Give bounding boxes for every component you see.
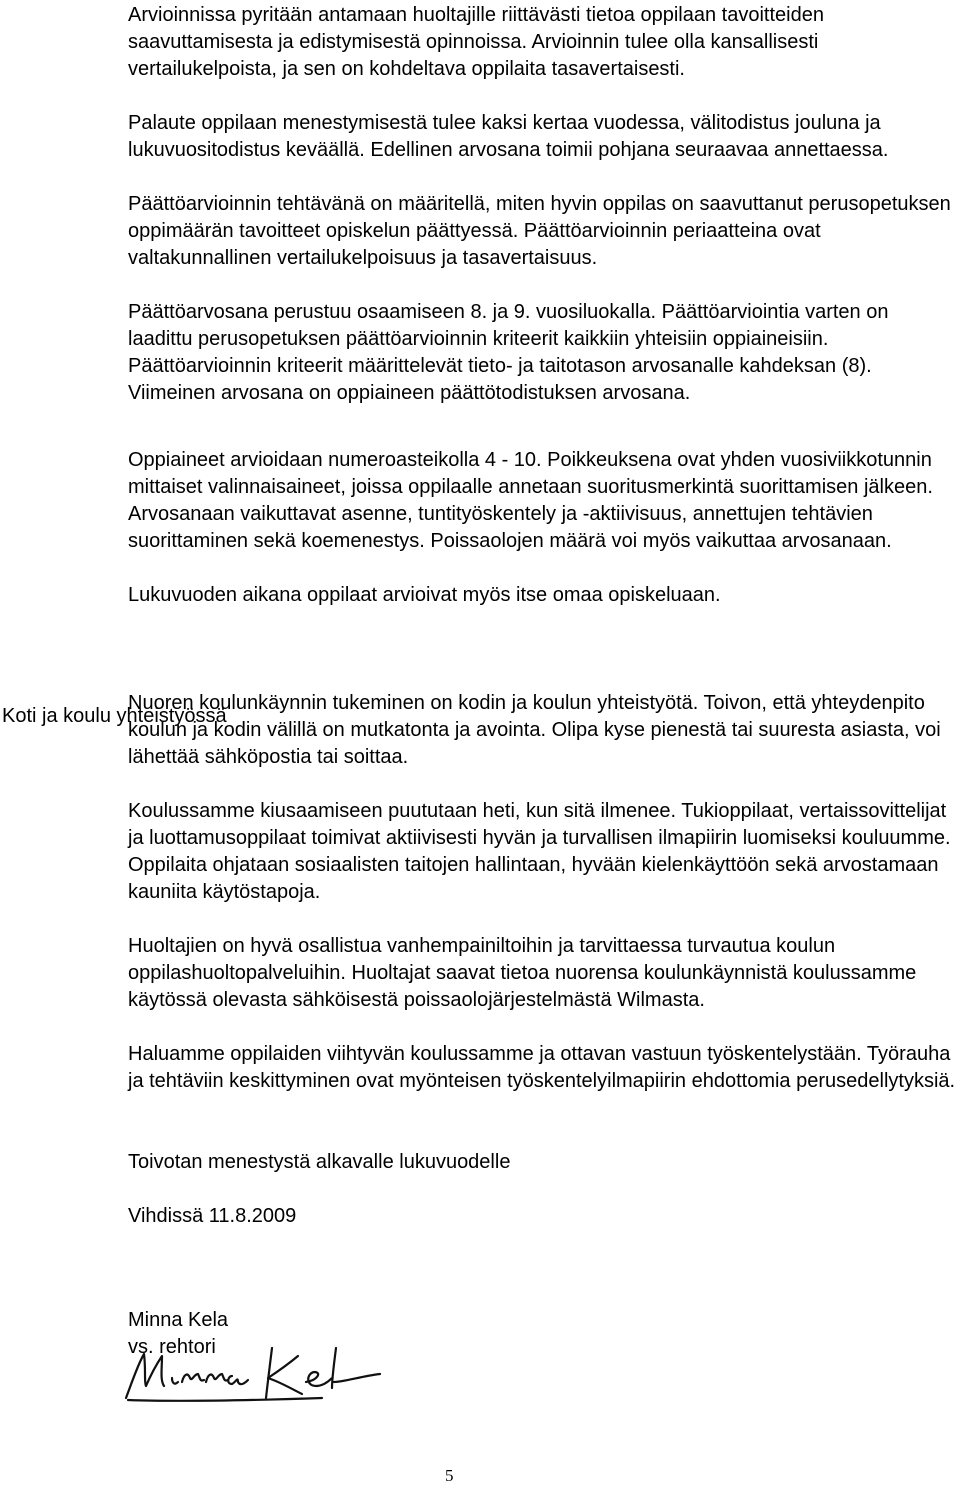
- paragraph-bullying: Koulussamme kiusaamiseen puututaan heti, kun sitä ilmenee. Tukioppilaat, vertaissovittelijat ja luottamusoppilaat toimivat aktiivisesti hyvän ja turvallisen ilmapiirin luomiseksi kouluumme. Oppilaita ohjataan sosiaalisten taitojen hallintaan, hyvään kielenkäyttöön sekä arvostamaan kauniita käytöstapoja.: [128, 800, 951, 903]
- place-and-date: Vihdissä 11.8.2009: [128, 1205, 297, 1227]
- paragraph-guardians: Huoltajien on hyvä osallistua vanhempainiltoihin ja tarvittaessa turvautua koulun oppilashuoltopalveluihin. Huoltajat saavat tietoa nuorensa koulunkäynnistä koulussamme käytössä olevasta sähköisestä poissaolojärjestelmästä Wilmasta.: [128, 935, 917, 1011]
- signer-name: Minna Kela: [128, 1309, 229, 1331]
- paragraph-self-assessment: Lukuvuoden aikana oppilaat arvioivat myös itse omaa opiskeluaan.: [128, 584, 721, 606]
- paragraph-final-grade: Päättöarvosana perustuu osaamiseen 8. ja 9. vuosiluokalla. Päättöarviointia varten on laadittu perusopetuksen päättöarvioinnin kriteerit kaikkiin yhteisiin oppiaineisiin. Päättöarvioinnin kriteerit määrittelevät tieto- ja taitotason arvosanalle kahdeksan (8). Viimeinen arvosana on oppiaineen päättötodistuksen arvosana.: [128, 301, 889, 404]
- closing-wishes: Toivotan menestystä alkavalle lukuvuodelle: [128, 1151, 511, 1173]
- paragraph-final-assessment: Päättöarvioinnin tehtävänä on määritellä, miten hyvin oppilas on saavuttanut perusopetuksen oppimäärän tavoitteet opiskelun päättyessä. Päättöarvioinnin periaatteina ovat valtakunnallinen vertailukelpoisuus ja tasavertaisuus.: [128, 193, 951, 269]
- paragraph-feedback: Palaute oppilaan menestymisestä tulee kaksi kertaa vuodessa, välitodistus jouluna ja lukuvuositodistus keväällä. Edellinen arvosana toimii pohjana seuraavaa annettaessa.: [128, 112, 889, 161]
- paragraph-assessment-goals: Arvioinnissa pyritään antamaan huoltajille riittävästi tietoa oppilaan tavoitteiden saavuttamisesta ja edistymisestä opinnoissa. Arvioinnin tulee olla kansallisesti vertailukelpoista, ja sen on kohdeltava oppilaita tasavertaisesti.: [128, 4, 824, 80]
- section-heading: Koti ja koulu yhteistyössä: [2, 705, 227, 727]
- page-number: 5: [445, 1466, 454, 1485]
- paragraph-home-school-cooperation: Nuoren koulunkäynnin tukeminen on kodin ja koulun yhteistyötä. Toivon, että yhteydenpito koulun ja kodin välillä on mutkatonta ja avointa. Olipa kyse pienestä tai suuresta asiasta, voi lähettää sähköpostia tai soittaa.: [128, 692, 941, 768]
- signer-title: vs. rehtori: [128, 1336, 216, 1358]
- paragraph-grading-scale: Oppiaineet arvioidaan numeroasteikolla 4 - 10. Poikkeuksena ovat yhden vuosiviikkotunnin mittaiset valinnaisaineet, joissa oppilaalle annetaan suoritusmerkintä suorittamisen jälkeen. Arvosanaan vaikuttavat asenne, tuntityöskentely ja -aktiivisuus, annettujen tehtävien suorittaminen sekä koemenestys. Poissaolojen määrä voi myös vaikuttaa arvosanaan.: [128, 449, 933, 552]
- handwritten-signature: [122, 1342, 384, 1404]
- signature-space: [128, 1230, 958, 1307]
- body-column: [128, 2, 958, 1361]
- paragraph-wellbeing: Haluamme oppilaiden viihtyvän koulussamme ja ottavan vastuun työskentelystään. Työrauha ja tehtäviin keskittyminen ovat myönteisen työskentelyilmapiirin ehdottomia perusedellytyksiä.: [128, 1043, 956, 1092]
